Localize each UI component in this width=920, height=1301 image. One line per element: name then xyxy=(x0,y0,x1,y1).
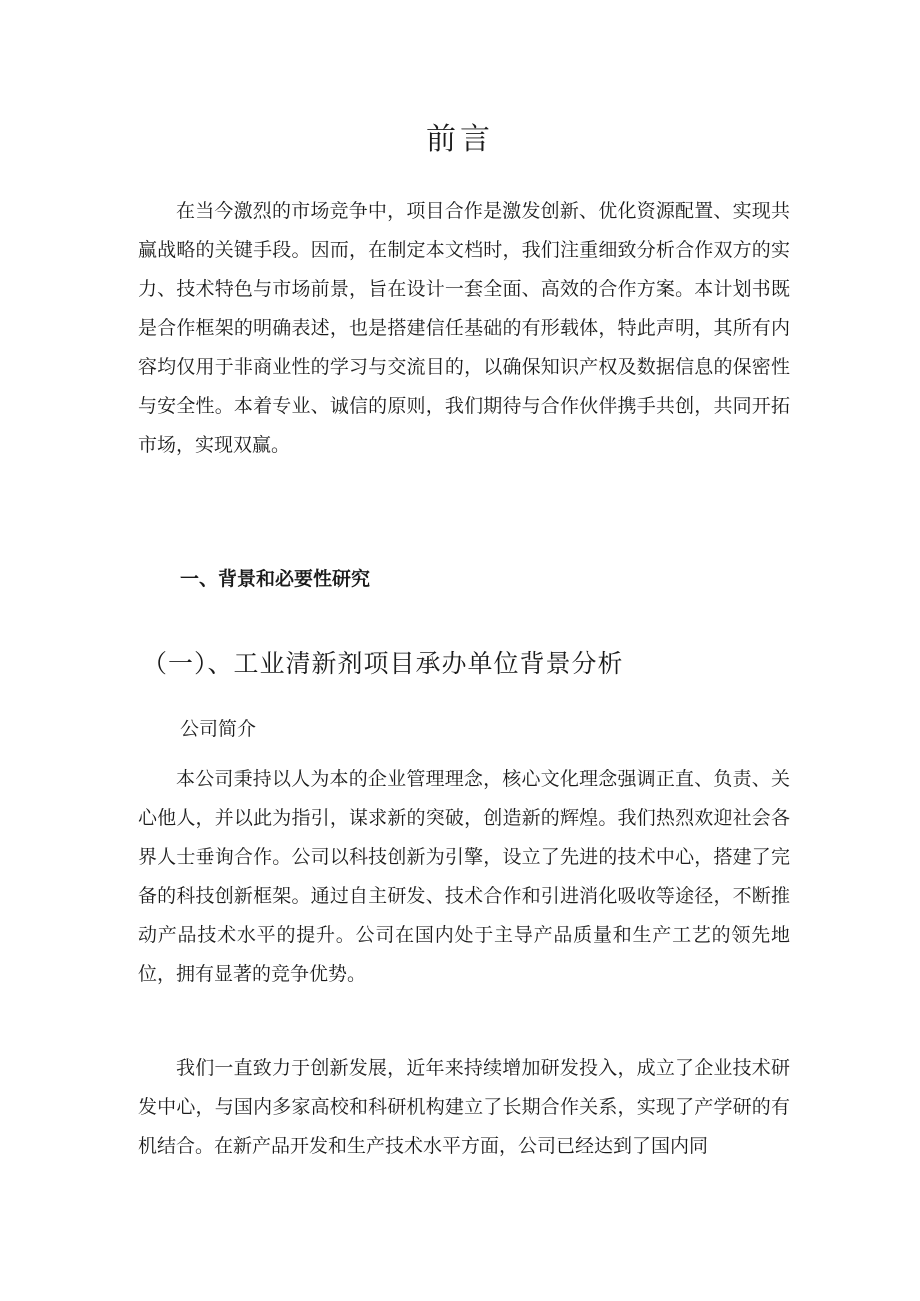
company-paragraph: 本公司秉持以人为本的企业管理理念，核心文化理念强调正直、负责、关心他人，并以此为指引，谋求新的突破，创造新的辉煌。我们热烈欢迎社会各界人士垂询合作。公司以科技创新为引擎，设立了先进的技术中心，搭建了完备的科技创新框架。通过自主研发、技术合作和引进消化吸收等途径，不断推动产品技术水平的提升。公司在国内处于主导产品质量和生产工艺的领先地位，拥有显著的竞争优势。 xyxy=(138,768,790,985)
company-intro-heading: 公司简介 xyxy=(180,718,257,740)
company-paragraph: 我们一直致力于创新发展，近年来持续增加研发投入，成立了企业技术研发中心，与国内多家高校和科研机构建立了长期合作关系，实现了产学研的有机结合。在新产品开发和生产技术水平方面，公司已经达到了国内同 xyxy=(138,1057,790,1157)
intro-paragraph: 在当今激烈的市场竞争中，项目合作是激发创新、优化资源配置、实现共赢战略的关键手段。因而，在制定本文档时，我们注重细致分析合作双方的实力、技术特色与市场前景，旨在设计一套全面、高效的合作方案。本计划书既是合作框架的明确表述，也是搭建信任基础的有形载体，特此声明，其所有内容均仅用于非商业性的学习与交流目的，以确保知识产权及数据信息的保密性与安全性。本着专业、诚信的原则，我们期待与合作伙伴携手共创，共同开拓市场，实现双赢。 xyxy=(138,200,790,456)
section-heading: 一、背景和必要性研究 xyxy=(180,568,371,590)
page-title: 前言 xyxy=(426,122,494,157)
subsection-heading: （一）、工业清新剂项目承办单位背景分析 xyxy=(142,649,624,678)
